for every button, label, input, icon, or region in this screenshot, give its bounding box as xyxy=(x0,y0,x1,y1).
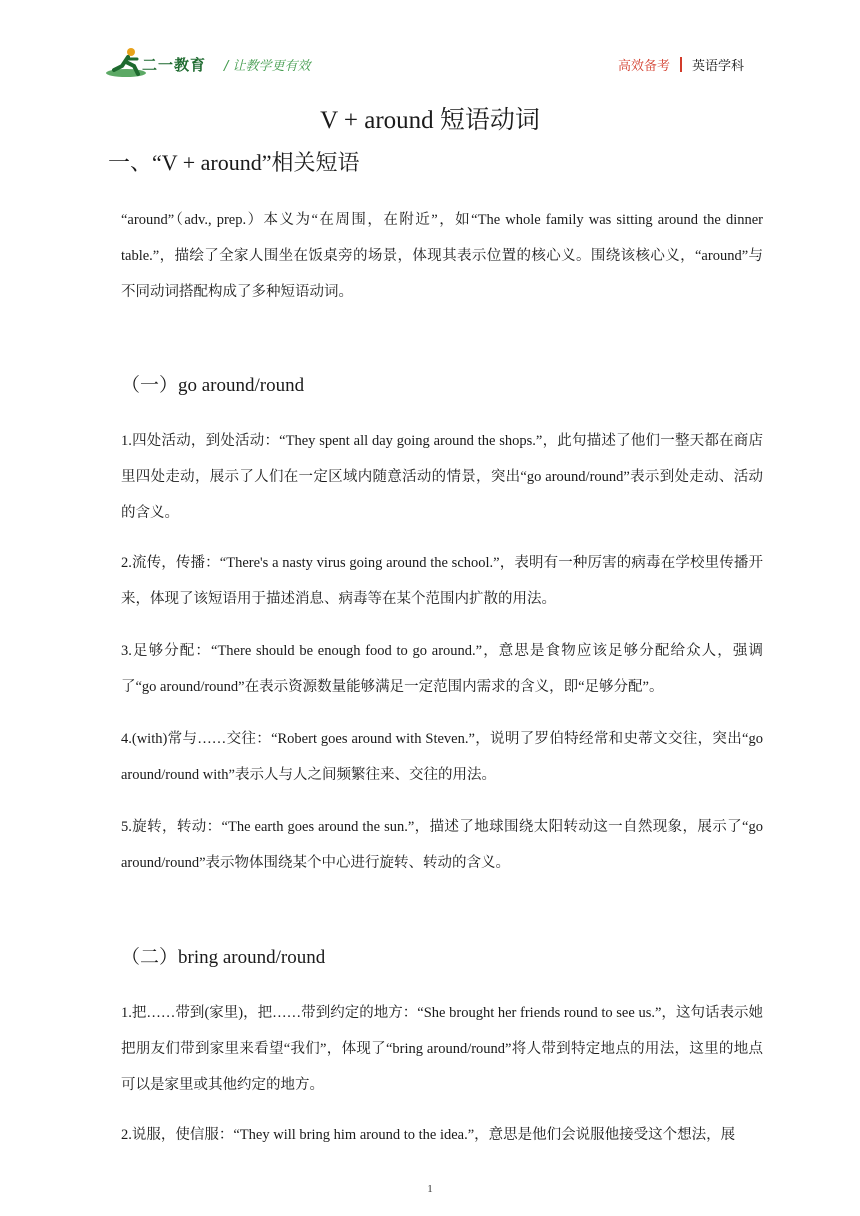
page-title: V + around 短语动词 xyxy=(320,107,540,134)
section-heading: 一、“V + around”相关短语 xyxy=(108,150,360,175)
tag-efficient-prep: 高效备考 xyxy=(617,59,670,74)
list-item: 5.旋转，转动：“The earth goes around the sun.”，描述了地球围绕太阳转动这一自然现象，展示了“go around/round”表示物体围绕某个中心进行旋转、转动的含义。 xyxy=(121,819,763,871)
page-header xyxy=(0,0,860,90)
page-number: 1 xyxy=(427,1183,433,1195)
subheading-go-around: （一）go around/round xyxy=(121,375,305,396)
intro-paragraph: “around”（adv., prep.）本义为“在周围，在附近”，如“The whole family was sitting around the dinner table.”，描绘了全家人围坐在饭桌旁的场景，体现其表示位置的核心义。围绕该核心义，“around”与不同动词搭配构成了多种短语动词。 xyxy=(121,212,763,300)
list-item: 2.流传，传播：“There's a nasty virus going around the school.”，表明有一种厉害的病毒在学校里传播开来，体现了该短语用于描述消息、病毒等在某个范围内扩散的用法。 xyxy=(121,555,763,607)
header-tags xyxy=(618,55,744,74)
slogan: / 让教学更有效 xyxy=(224,59,311,74)
logo-text: 二一教育 xyxy=(142,56,207,74)
tag-subject: 英语学科 xyxy=(691,59,744,74)
list-item: 4.(with)常与……交往：“Robert goes around with Steven.”，说明了罗伯特经常和史蒂文交往，突出“go around/round with”表示人与人之间频繁往来、交往的用法。 xyxy=(121,731,763,783)
list-item: 3.足够分配：“There should be enough food to go around.”，意思是食物应该足够分配给众人，强调了“go around/round”在表示资源数量能够满足一定范围内需求的含义，即“足够分配”。 xyxy=(121,643,763,695)
list-item: 1.把……带到(家里)，把……带到约定的地方：“She brought her friends round to see us.”，这句话表示她把朋友们带到家里来看望“我们”，体现了“bring around/round”将人带到特定地点的用法，这里的地点可以是家里或其他约定的地方。 xyxy=(121,1005,763,1093)
subheading-bring-around: （二）bring around/round xyxy=(121,947,326,968)
header-divider xyxy=(680,57,682,72)
list-item: 2.说服，使信服：“They will bring him around to the idea.”，意思是他们会说服他接受这个想法，展 xyxy=(121,1127,736,1143)
list-item: 1.四处活动，到处活动：“They spent all day going around the shops.”，此句描述了他们一整天都在商店里四处走动，展示了人们在一定区域内随意活动的情景，突出“go around/round”表示到处走动、活动的含义。 xyxy=(121,433,763,521)
